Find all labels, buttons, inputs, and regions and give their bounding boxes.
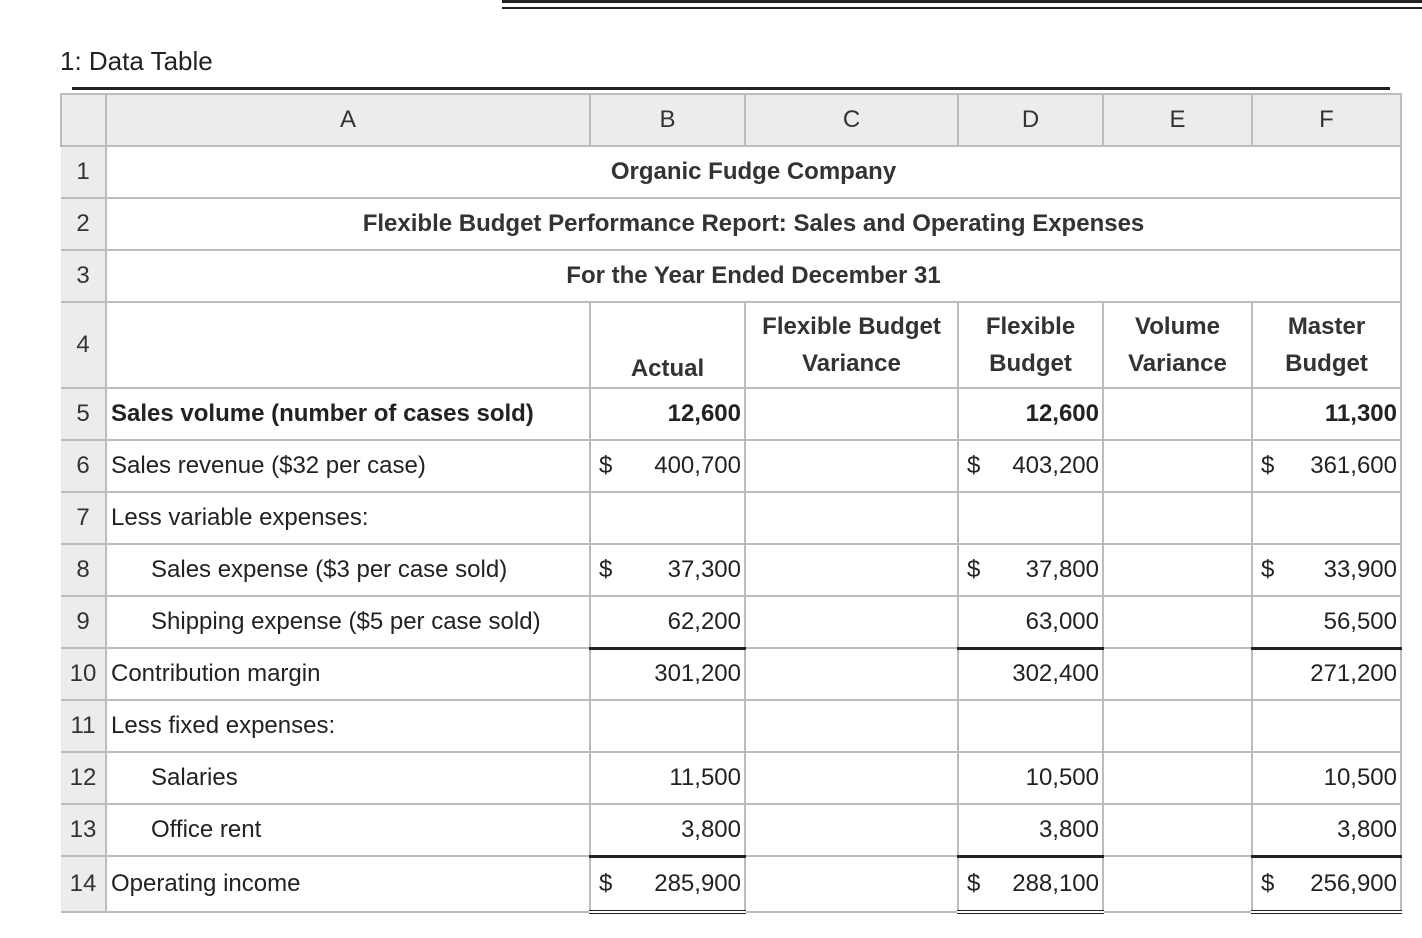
label-cell[interactable]: Less variable expenses:	[106, 492, 590, 544]
label-cell[interactable]: Contribution margin	[106, 648, 590, 700]
header-actual[interactable]	[590, 302, 745, 388]
actual-cell[interactable]	[590, 856, 745, 912]
column-header-b[interactable]: B	[590, 94, 745, 146]
table-row	[61, 804, 1401, 856]
flexible-variance-cell[interactable]	[745, 804, 958, 856]
header-line: Budget	[1285, 350, 1368, 377]
flexible-variance-cell[interactable]	[745, 388, 958, 440]
volume-variance-cell[interactable]	[1103, 388, 1252, 440]
volume-variance-cell[interactable]	[1103, 648, 1252, 700]
header-line: Variance	[802, 350, 901, 377]
master-budget-cell[interactable]	[1252, 700, 1401, 752]
title-divider	[72, 87, 1390, 90]
header-line: Variance	[1128, 350, 1227, 377]
master-budget-cell[interactable]	[1252, 492, 1401, 544]
actual-cell[interactable]: 62,200	[590, 596, 745, 648]
row-number[interactable]: 12	[61, 752, 106, 804]
column-header-a[interactable]: A	[106, 94, 590, 146]
header-line: Master	[1287, 313, 1366, 340]
flexible-budget-cell[interactable]: 63,000	[958, 596, 1103, 648]
row-number[interactable]: 8	[61, 544, 106, 596]
cell-value: 37,300	[667, 556, 741, 583]
volume-variance-cell[interactable]	[1103, 596, 1252, 648]
column-header-e[interactable]: E	[1103, 94, 1252, 146]
currency-symbol: $	[599, 869, 613, 897]
header-line: Volume	[1135, 313, 1220, 340]
actual-cell[interactable]	[590, 700, 745, 752]
label-cell[interactable]: Operating income	[106, 856, 590, 912]
column-header-d[interactable]: D	[958, 94, 1103, 146]
row-number[interactable]: 7	[61, 492, 106, 544]
row-number[interactable]: 6	[61, 440, 106, 492]
column-header-row	[61, 94, 1401, 146]
cell-value: 37,800	[1025, 556, 1099, 583]
table-row	[61, 440, 1401, 492]
master-budget-cell[interactable]	[1252, 544, 1401, 596]
row-number[interactable]: 13	[61, 804, 106, 856]
flexible-budget-cell[interactable]	[958, 856, 1103, 912]
flexible-variance-cell[interactable]	[745, 856, 958, 912]
flexible-variance-cell[interactable]	[745, 648, 958, 700]
table-row	[61, 752, 1401, 804]
flexible-budget-cell[interactable]	[958, 440, 1103, 492]
flexible-variance-cell[interactable]	[745, 440, 958, 492]
flexible-variance-cell[interactable]	[745, 492, 958, 544]
actual-cell[interactable]	[590, 440, 745, 492]
table-row	[61, 648, 1401, 700]
flexible-variance-cell[interactable]	[745, 544, 958, 596]
top-divider-secondary	[502, 7, 1422, 9]
flexible-variance-cell[interactable]	[745, 596, 958, 648]
column-header-c[interactable]: C	[745, 94, 958, 146]
flexible-budget-cell[interactable]	[958, 492, 1103, 544]
table-row	[61, 596, 1401, 648]
report-period[interactable]: For the Year Ended December 31	[106, 250, 1401, 302]
label-cell[interactable]: Less fixed expenses:	[106, 700, 590, 752]
row-number[interactable]: 5	[61, 388, 106, 440]
row-number[interactable]: 3	[61, 250, 106, 302]
cell-value: 361,600	[1310, 452, 1397, 479]
cell-value: 400,700	[654, 452, 741, 479]
report-title[interactable]: Flexible Budget Performance Report: Sales and Operating Expenses	[106, 198, 1401, 250]
label-cell[interactable]: Salaries	[106, 752, 590, 804]
row-number[interactable]: 11	[61, 700, 106, 752]
cell-value: 33,900	[1323, 556, 1397, 583]
header-volume-variance[interactable]	[1103, 302, 1252, 388]
actual-cell[interactable]: 3,800	[590, 804, 745, 856]
table-row	[61, 388, 1401, 440]
cell-value: 285,900	[654, 869, 741, 897]
master-budget-cell[interactable]: 3,800	[1252, 804, 1401, 856]
table-row	[61, 146, 1401, 198]
table-row	[61, 700, 1401, 752]
cell-value: 256,900	[1310, 869, 1397, 897]
table-row	[61, 302, 1401, 388]
actual-cell[interactable]: 12,600	[590, 388, 745, 440]
table-row	[61, 198, 1401, 250]
column-header-f[interactable]: F	[1252, 94, 1401, 146]
top-divider	[502, 0, 1422, 3]
header-line: Budget	[989, 350, 1072, 377]
volume-variance-cell[interactable]	[1103, 700, 1252, 752]
flexible-budget-cell[interactable]: 12,600	[958, 388, 1103, 440]
flexible-budget-cell[interactable]: 3,800	[958, 804, 1103, 856]
table-row	[61, 544, 1401, 596]
row-number[interactable]: 9	[61, 596, 106, 648]
currency-symbol: $	[599, 556, 613, 583]
actual-cell[interactable]	[590, 492, 745, 544]
label-cell[interactable]: Sales volume (number of cases sold)	[106, 388, 590, 440]
cell-value: 403,200	[1012, 452, 1099, 479]
master-budget-cell[interactable]	[1252, 440, 1401, 492]
header-line: Flexible	[985, 313, 1076, 340]
label-cell[interactable]: Sales revenue ($32 per case)	[106, 440, 590, 492]
spreadsheet-table	[60, 93, 1402, 914]
flexible-variance-cell[interactable]	[745, 700, 958, 752]
master-budget-cell[interactable]	[1252, 856, 1401, 912]
label-cell[interactable]: Office rent	[106, 804, 590, 856]
volume-variance-cell[interactable]	[1103, 440, 1252, 492]
currency-symbol: $	[1261, 452, 1275, 479]
table-row	[61, 250, 1401, 302]
currency-symbol: $	[967, 869, 981, 897]
row-number[interactable]: 4	[61, 302, 106, 388]
table-row	[61, 856, 1401, 912]
volume-variance-cell[interactable]	[1103, 804, 1252, 856]
header-flexible-budget-variance[interactable]	[745, 302, 958, 388]
currency-symbol: $	[599, 452, 613, 479]
volume-variance-cell[interactable]	[1103, 752, 1252, 804]
header-flexible-budget[interactable]	[958, 302, 1103, 388]
volume-variance-cell[interactable]	[1103, 492, 1252, 544]
flexible-budget-cell[interactable]	[958, 700, 1103, 752]
row-number[interactable]: 2	[61, 198, 106, 250]
currency-symbol: $	[967, 452, 981, 479]
company-name[interactable]: Organic Fudge Company	[106, 146, 1401, 198]
header-actual-text: Actual	[630, 355, 705, 382]
dialog-title: 1: Data Table	[60, 46, 213, 76]
volume-variance-cell[interactable]	[1103, 544, 1252, 596]
row-number[interactable]: 1	[61, 146, 106, 198]
volume-variance-cell[interactable]	[1103, 856, 1252, 912]
actual-cell[interactable]: 301,200	[590, 648, 745, 700]
flexible-variance-cell[interactable]	[745, 752, 958, 804]
master-budget-cell[interactable]: 271,200	[1252, 648, 1401, 700]
actual-cell[interactable]: 11,500	[590, 752, 745, 804]
flexible-budget-cell[interactable]: 302,400	[958, 648, 1103, 700]
flexible-budget-cell[interactable]	[958, 544, 1103, 596]
label-cell[interactable]: Sales expense ($3 per case sold)	[106, 544, 590, 596]
corner-cell	[61, 94, 106, 146]
table-row	[61, 492, 1401, 544]
currency-symbol: $	[1261, 556, 1275, 583]
master-budget-cell[interactable]: 56,500	[1252, 596, 1401, 648]
header-line: Flexible Budget	[762, 313, 941, 340]
header-master-budget[interactable]	[1252, 302, 1401, 388]
master-budget-cell[interactable]: 10,500	[1252, 752, 1401, 804]
currency-symbol: $	[1261, 869, 1275, 897]
row-number[interactable]: 10	[61, 648, 106, 700]
label-cell[interactable]	[106, 302, 590, 388]
cell-value: 288,100	[1012, 869, 1099, 897]
master-budget-cell[interactable]: 11,300	[1252, 388, 1401, 440]
flexible-budget-cell[interactable]: 10,500	[958, 752, 1103, 804]
label-cell[interactable]: Shipping expense ($5 per case sold)	[106, 596, 590, 648]
actual-cell[interactable]	[590, 544, 745, 596]
currency-symbol: $	[967, 556, 981, 583]
row-number[interactable]: 14	[61, 856, 106, 912]
